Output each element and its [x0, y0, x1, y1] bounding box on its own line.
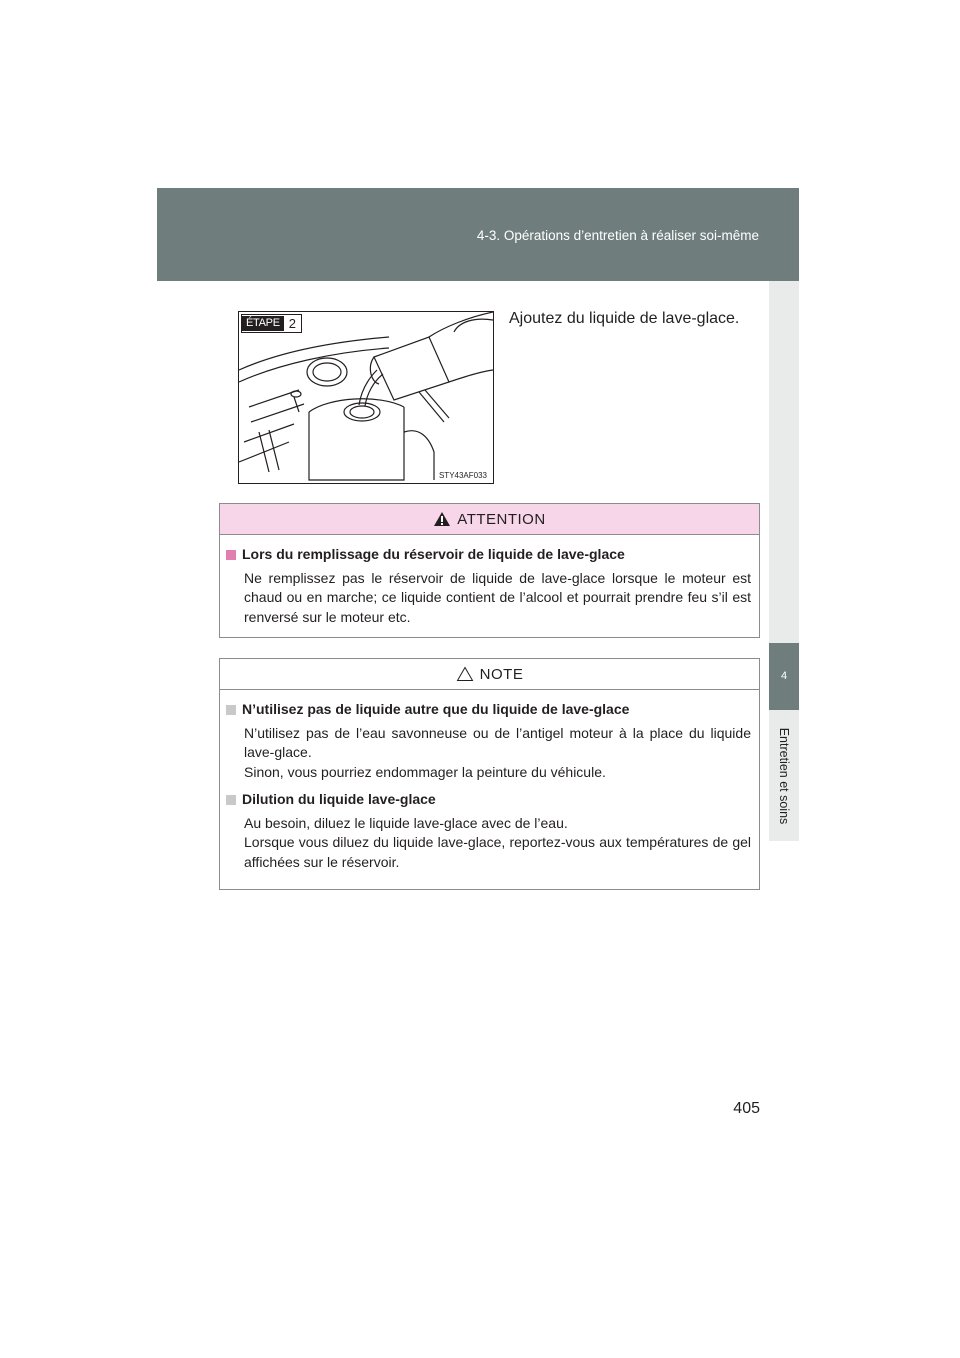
bullet-square-icon: [226, 795, 236, 805]
attention-header: [220, 504, 759, 535]
note-item-heading: Dilution du liquide lave-glace: [226, 790, 751, 810]
chapter-label-container: [769, 712, 799, 840]
bullet-square-icon: [226, 550, 236, 560]
chapter-tab: [769, 643, 799, 710]
note-title: NOTE: [479, 665, 524, 683]
note-item-text: Sinon, vous pourriez endommager la peinture du véhicule.: [244, 763, 606, 780]
note-item-text: Au besoin, diluez le liquide lave-glace avec de l’eau.: [244, 814, 568, 831]
caution-outline-triangle-icon: [456, 666, 474, 682]
attention-item-heading: Lors du remplissage du réservoir de liquide de lave-glace: [226, 545, 751, 565]
section-title: 4-3. Opérations d’entretien à réaliser soi-même: [476, 228, 759, 243]
bullet-square-icon: [226, 705, 236, 715]
note-item-text: N’utilisez pas de l’eau savonneuse ou de l’antigel moteur à la place du liquide lave-glace.: [244, 724, 751, 760]
warning-triangle-icon: [433, 511, 451, 527]
attention-item-text: Ne remplissez pas le réservoir de liquide de lave-glace lorsque le moteur est chaud ou en marche; ce liquide contient de l’alcool et pourrait prendre feu s’il est renversé sur le moteur etc.: [244, 569, 751, 625]
note-body: [220, 690, 759, 886]
attention-body: [220, 535, 759, 641]
attention-title: ATTENTION: [457, 510, 546, 528]
step-illustration: [238, 311, 494, 484]
note-item-text: Lorsque vous diluez du liquide lave-glace, reportez-vous aux températures de gel affichées sur le réservoir.: [244, 834, 751, 870]
chapter-number: 4: [780, 670, 788, 682]
page-number: 405: [733, 1100, 760, 1117]
section-header: [157, 188, 799, 281]
step-badge-word: ÉTAPE: [242, 316, 284, 331]
note-header: [220, 659, 759, 690]
step-instruction: Ajoutez du liquide de lave-glace.: [509, 310, 740, 327]
step-badge: [241, 314, 302, 333]
washer-fluid-pour-drawing: [239, 312, 493, 483]
note-item-heading: N’utilisez pas de liquide autre que du liquide de lave-glace: [226, 700, 751, 720]
chapter-label: Entretien et soins: [777, 727, 791, 825]
figure-code: STY43AF033: [438, 471, 487, 480]
attention-box: [219, 503, 760, 638]
step-badge-number: 2: [288, 316, 296, 331]
note-box: [219, 658, 760, 890]
